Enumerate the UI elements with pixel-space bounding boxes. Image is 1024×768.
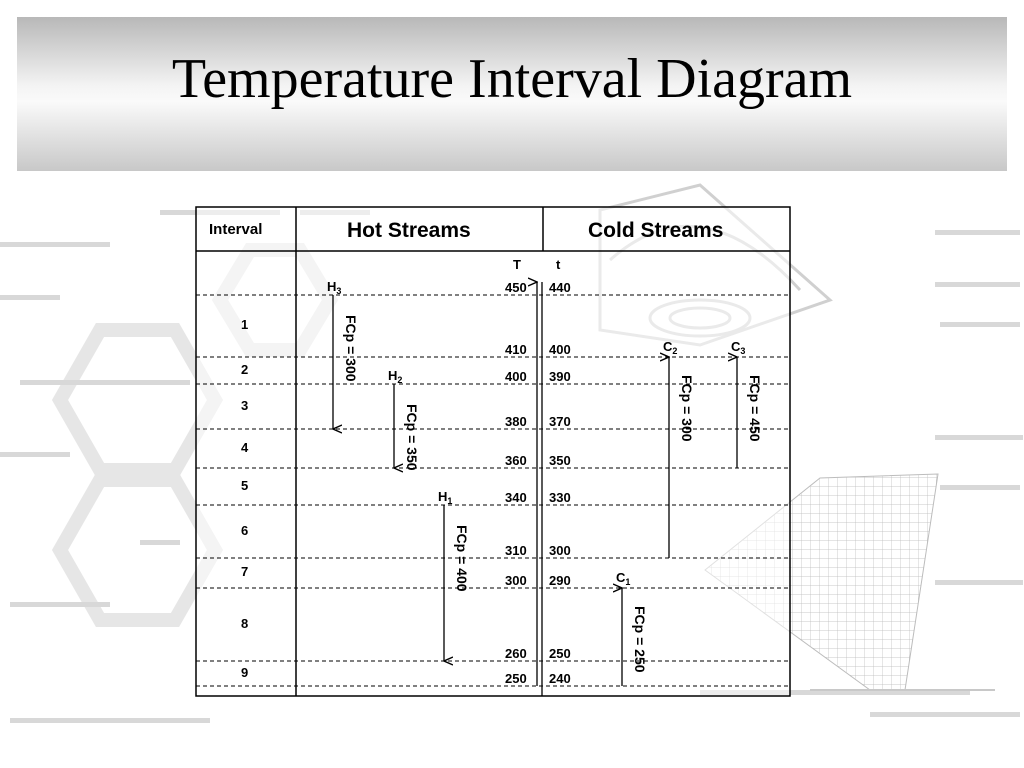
interval-number: 1 <box>241 317 249 332</box>
cold-temperature-label: 290 <box>549 573 571 588</box>
hot-temperature-label: 400 <box>505 369 527 384</box>
cold-temperature-label: 400 <box>549 342 571 357</box>
interval-number: 2 <box>241 361 249 377</box>
hot-stream-label: $H_3$ <box>327 279 342 296</box>
hot-streams-header: Hot Streams <box>347 219 471 242</box>
cold-stream-fcp-label: FCp = 300 <box>679 375 695 442</box>
interval-number: 6 <box>241 522 249 538</box>
hot-temperature-label: 380 <box>505 414 527 429</box>
cold-temperature-label: 250 <box>549 646 571 661</box>
cold-streams-header: Cold Streams <box>588 219 724 242</box>
cold-temperature-label: 240 <box>549 671 571 686</box>
hot-stream-fcp-label: FCp = 400 <box>454 525 470 592</box>
interval-header: Interval <box>209 221 263 238</box>
hot-stream-fcp-label: FCp = 350 <box>404 404 420 471</box>
hot-temperature-label: 340 <box>505 490 527 505</box>
interval-number: 8 <box>241 615 249 631</box>
hot-temperature-label: 250 <box>505 671 527 686</box>
cold-stream-label: $C_2$ <box>663 339 678 356</box>
hot-temperature-label: 360 <box>505 453 527 468</box>
hot-temperature-label: 310 <box>505 543 527 558</box>
interval-number: 3 <box>241 397 249 413</box>
hot-stream-label: $H_1$ <box>438 489 453 506</box>
cold-temperature-label: 350 <box>549 453 571 468</box>
interval-number: 4 <box>241 439 249 455</box>
cold-stream-fcp-label: FCp = 450 <box>747 375 763 442</box>
cold-temperature-label: 390 <box>549 369 571 384</box>
cold-temperature-label: 370 <box>549 414 571 429</box>
interval-number: 7 <box>241 564 249 579</box>
table-border <box>196 207 790 696</box>
cold-stream-label: $C_3$ <box>731 339 746 356</box>
cold-temperature-label: 330 <box>549 490 571 505</box>
hot-temperature-label: 410 <box>505 342 527 357</box>
hot-temperature-label: 260 <box>505 646 527 661</box>
interval-number: 5 <box>241 477 249 493</box>
cold-temperature-header: t <box>556 257 561 272</box>
interval-number: 9 <box>241 664 249 680</box>
hot-temperature-label: 300 <box>505 573 527 588</box>
cold-temperature-label: 300 <box>549 543 571 558</box>
cold-stream-label: $C_1$ <box>616 570 631 587</box>
hot-stream-fcp-label: FCp = 300 <box>343 315 359 382</box>
page-title: Temperature Interval Diagram <box>171 48 853 110</box>
hot-stream-label: $H_2$ <box>388 368 403 385</box>
cold-stream-fcp-label: FCp = 250 <box>632 606 648 673</box>
hot-temperature-label: 450 <box>505 280 527 295</box>
cold-temperature-label: 440 <box>549 280 571 295</box>
hot-temperature-header: T <box>513 257 521 272</box>
